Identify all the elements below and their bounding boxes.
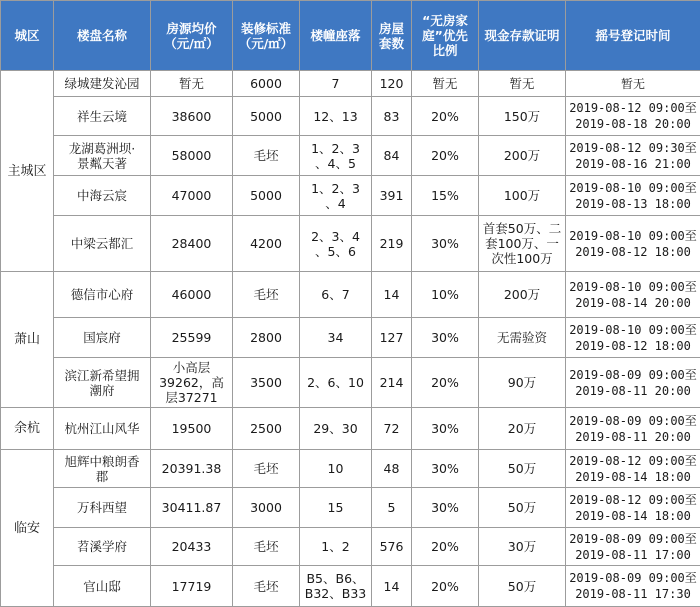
price-cell: 20391.38 <box>151 450 233 488</box>
units-cell: 83 <box>372 97 412 136</box>
header-priority-ratio: “无房家 庭”优先 比例 <box>412 1 479 71</box>
table-row <box>1 528 700 566</box>
registration-time-cell: 2019-08-12 09:30至 2019-08-16 21:00 <box>566 136 700 176</box>
decoration-cell: 毛坯 <box>233 272 300 318</box>
ratio-cell: 20% <box>412 358 479 408</box>
project-name-cell: 龙湖葛洲坝· 景粼天著 <box>54 136 151 176</box>
district-cell: 萧山 <box>1 272 54 408</box>
table-row <box>1 71 700 97</box>
project-name-cell: 国宸府 <box>54 318 151 358</box>
registration-time-cell: 2019-08-09 09:00至 2019-08-11 20:00 <box>566 358 700 408</box>
registration-time-cell: 2019-08-10 09:00至 2019-08-12 18:00 <box>566 318 700 358</box>
units-cell: 576 <box>372 528 412 566</box>
decoration-cell: 2500 <box>233 408 300 450</box>
header-decoration-standard: 装修标准 （元/㎡） <box>233 1 300 71</box>
cash-proof-cell: 150万 <box>479 97 566 136</box>
header-row <box>1 1 700 71</box>
decoration-cell: 2800 <box>233 318 300 358</box>
ratio-cell: 10% <box>412 272 479 318</box>
registration-time-cell: 暂无 <box>566 71 700 97</box>
units-cell: 219 <box>372 216 412 272</box>
building-cell: 1、2、3 、4、5 <box>300 136 372 176</box>
units-cell: 14 <box>372 566 412 607</box>
table-row <box>1 358 700 408</box>
price-cell: 38600 <box>151 97 233 136</box>
decoration-cell: 毛坯 <box>233 136 300 176</box>
registration-time-cell: 2019-08-12 09:00至 2019-08-14 18:00 <box>566 450 700 488</box>
building-cell: 29、30 <box>300 408 372 450</box>
cash-proof-cell: 首套50万、二 套100万、一 次性100万 <box>479 216 566 272</box>
ratio-cell: 20% <box>412 566 479 607</box>
cash-proof-cell: 50万 <box>479 488 566 528</box>
cash-proof-cell: 90万 <box>479 358 566 408</box>
table-row <box>1 488 700 528</box>
project-name-cell: 杭州江山风华 <box>54 408 151 450</box>
project-name-cell: 旭辉中粮朗香 郡 <box>54 450 151 488</box>
building-cell: 10 <box>300 450 372 488</box>
project-name-cell: 苕溪学府 <box>54 528 151 566</box>
project-name-cell: 祥生云境 <box>54 97 151 136</box>
table-row <box>1 318 700 358</box>
units-cell: 391 <box>372 176 412 216</box>
district-cell: 主城区 <box>1 71 54 272</box>
header-project-name: 楼盘名称 <box>54 1 151 71</box>
header-unit-count: 房屋 套数 <box>372 1 412 71</box>
ratio-cell: 30% <box>412 450 479 488</box>
table-row <box>1 272 700 318</box>
project-name-cell: 官山邸 <box>54 566 151 607</box>
cash-proof-cell: 无需验资 <box>479 318 566 358</box>
project-name-cell: 滨江新希望拥 潮府 <box>54 358 151 408</box>
ratio-cell: 20% <box>412 97 479 136</box>
building-cell: 7 <box>300 71 372 97</box>
decoration-cell: 毛坯 <box>233 450 300 488</box>
header-average-price: 房源均价 （元/㎡） <box>151 1 233 71</box>
registration-time-cell: 2019-08-10 09:00至 2019-08-12 18:00 <box>566 216 700 272</box>
units-cell: 48 <box>372 450 412 488</box>
building-cell: 1、2 <box>300 528 372 566</box>
district-cell: 余杭 <box>1 408 54 450</box>
project-name-cell: 德信市心府 <box>54 272 151 318</box>
registration-time-cell: 2019-08-12 09:00至 2019-08-14 18:00 <box>566 488 700 528</box>
header-building-location: 楼幢座落 <box>300 1 372 71</box>
price-cell: 47000 <box>151 176 233 216</box>
project-name-cell: 中梁云都汇 <box>54 216 151 272</box>
registration-time-cell: 2019-08-10 09:00至 2019-08-14 20:00 <box>566 272 700 318</box>
decoration-cell: 5000 <box>233 97 300 136</box>
price-cell: 小高层 39262，高 层37271 <box>151 358 233 408</box>
price-cell: 暂无 <box>151 71 233 97</box>
decoration-cell: 毛坯 <box>233 566 300 607</box>
ratio-cell: 30% <box>412 216 479 272</box>
building-cell: 2、6、10 <box>300 358 372 408</box>
cash-proof-cell: 200万 <box>479 136 566 176</box>
decoration-cell: 4200 <box>233 216 300 272</box>
price-cell: 19500 <box>151 408 233 450</box>
table-row <box>1 216 700 272</box>
units-cell: 214 <box>372 358 412 408</box>
units-cell: 14 <box>372 272 412 318</box>
decoration-cell: 3500 <box>233 358 300 408</box>
ratio-cell: 30% <box>412 488 479 528</box>
header-cash-proof: 现金存款证明 <box>479 1 566 71</box>
cash-proof-cell: 50万 <box>479 450 566 488</box>
ratio-cell: 15% <box>412 176 479 216</box>
units-cell: 84 <box>372 136 412 176</box>
project-name-cell: 绿城建发沁园 <box>54 71 151 97</box>
cash-proof-cell: 100万 <box>479 176 566 216</box>
ratio-cell: 20% <box>412 528 479 566</box>
building-cell: 34 <box>300 318 372 358</box>
cash-proof-cell: 暂无 <box>479 71 566 97</box>
building-cell: 6、7 <box>300 272 372 318</box>
header-registration-time: 摇号登记时间 <box>566 1 700 71</box>
cash-proof-cell: 30万 <box>479 528 566 566</box>
price-cell: 20433 <box>151 528 233 566</box>
cash-proof-cell: 50万 <box>479 566 566 607</box>
price-cell: 46000 <box>151 272 233 318</box>
table-row <box>1 176 700 216</box>
building-cell: B5、B6、 B32、B33 <box>300 566 372 607</box>
ratio-cell: 暂无 <box>412 71 479 97</box>
units-cell: 5 <box>372 488 412 528</box>
units-cell: 72 <box>372 408 412 450</box>
registration-time-cell: 2019-08-12 09:00至 2019-08-18 20:00 <box>566 97 700 136</box>
building-cell: 1、2、3 、4 <box>300 176 372 216</box>
price-cell: 28400 <box>151 216 233 272</box>
table-row <box>1 408 700 450</box>
district-cell: 临安 <box>1 450 54 607</box>
building-cell: 2、3、4 、5、6 <box>300 216 372 272</box>
project-name-cell: 万科西望 <box>54 488 151 528</box>
cash-proof-cell: 200万 <box>479 272 566 318</box>
ratio-cell: 30% <box>412 408 479 450</box>
decoration-cell: 3000 <box>233 488 300 528</box>
ratio-cell: 20% <box>412 136 479 176</box>
price-cell: 58000 <box>151 136 233 176</box>
registration-time-cell: 2019-08-09 09:00至 2019-08-11 20:00 <box>566 408 700 450</box>
price-cell: 30411.87 <box>151 488 233 528</box>
decoration-cell: 5000 <box>233 176 300 216</box>
price-cell: 25599 <box>151 318 233 358</box>
project-name-cell: 中海云宸 <box>54 176 151 216</box>
table-row <box>1 566 700 607</box>
price-cell: 17719 <box>151 566 233 607</box>
units-cell: 120 <box>372 71 412 97</box>
units-cell: 127 <box>372 318 412 358</box>
header-district: 城区 <box>1 1 54 71</box>
decoration-cell: 6000 <box>233 71 300 97</box>
table-row <box>1 136 700 176</box>
cash-proof-cell: 20万 <box>479 408 566 450</box>
registration-time-cell: 2019-08-09 09:00至 2019-08-11 17:30 <box>566 566 700 607</box>
decoration-cell: 毛坯 <box>233 528 300 566</box>
registration-time-cell: 2019-08-09 09:00至 2019-08-11 17:00 <box>566 528 700 566</box>
registration-time-cell: 2019-08-10 09:00至 2019-08-13 18:00 <box>566 176 700 216</box>
table-row <box>1 450 700 488</box>
table-row <box>1 97 700 136</box>
ratio-cell: 30% <box>412 318 479 358</box>
building-cell: 15 <box>300 488 372 528</box>
building-cell: 12、13 <box>300 97 372 136</box>
